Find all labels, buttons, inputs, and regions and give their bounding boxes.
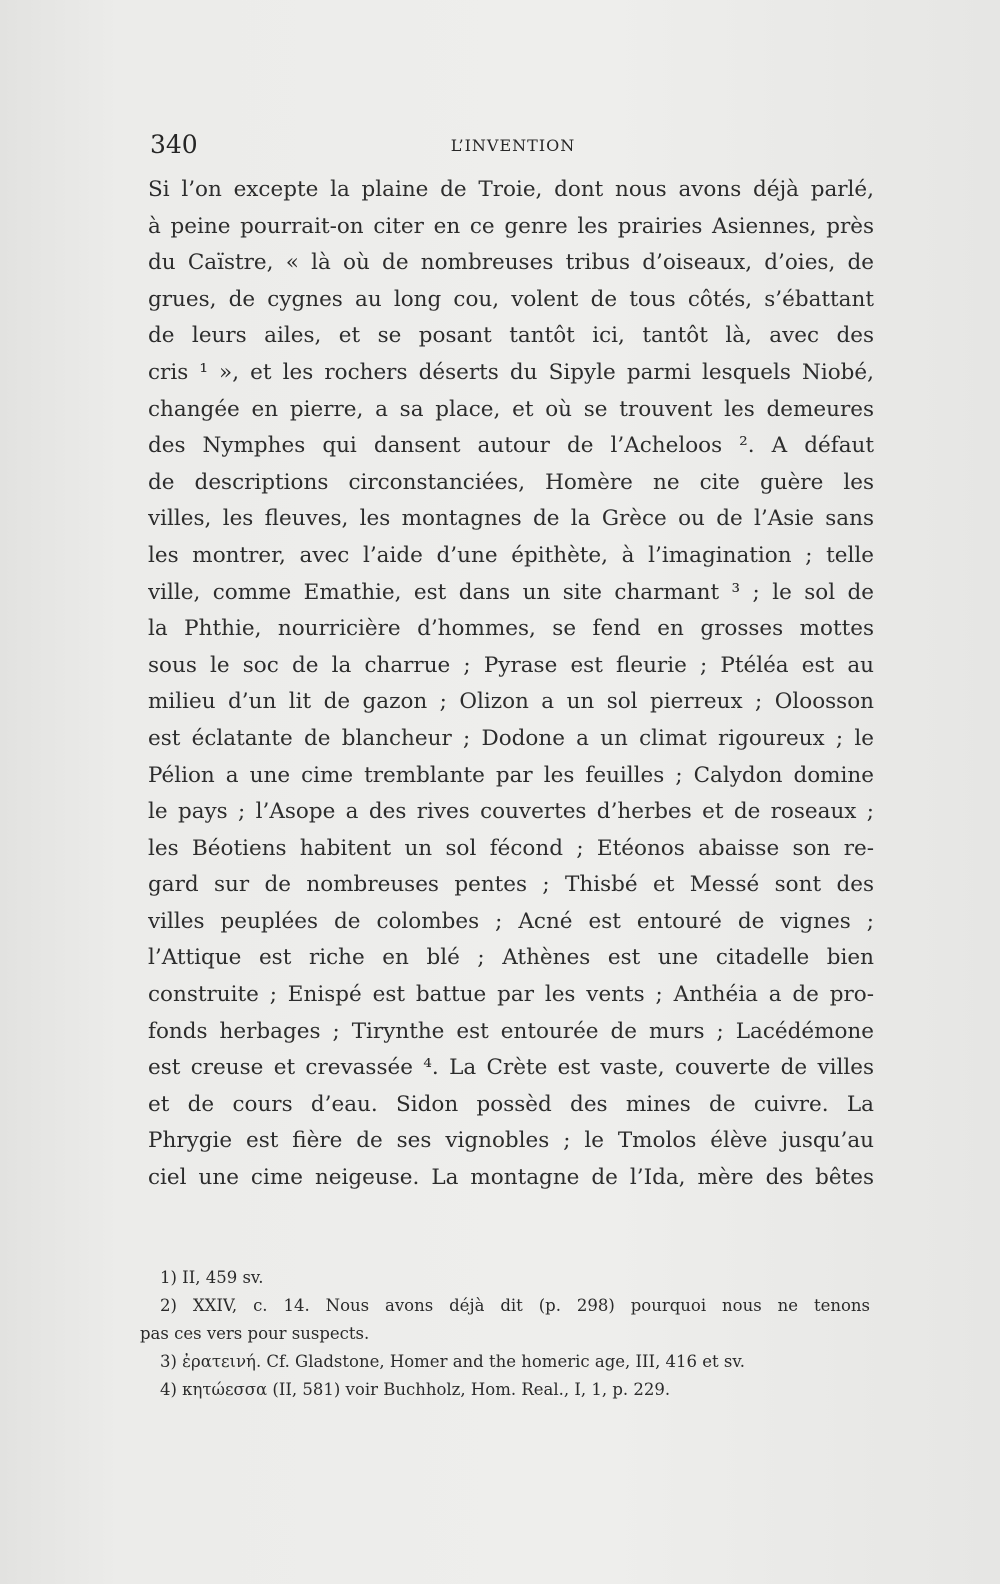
footnotes (140, 1264, 870, 1404)
page-number: 340 (150, 130, 198, 159)
text-line: grues, de cygnes au long cou, volent de tous côtés, s’ébattant (148, 286, 874, 312)
footnote: 2) XXIV, c. 14. Nous avons déjà dit (p. 298) pourquoi nous ne tenons (160, 1296, 870, 1315)
footnote-continuation: pas ces vers pour suspects. (140, 1324, 370, 1343)
text-line: du Caïstre, « là où de nombreuses tribus d’oiseaux, d’oies, de (148, 250, 874, 276)
body-text (148, 172, 874, 1197)
footnote: 3) ἐρατεινή. Cf. Gladstone, Homer and the homeric age, III, 416 et sv. (160, 1352, 746, 1371)
text-line: Phrygie est fière de ses vignobles ; le Tmolos élève jusqu’au (148, 1128, 874, 1154)
text-line: ville, comme Emathie, est dans un site charmant ³ ; le sol de (148, 579, 874, 605)
text-line: construite ; Enispé est battue par les vents ; Anthéia a de pro- (148, 982, 874, 1008)
text-line: ciel une cime neigeuse. La montagne de l’Ida, mère des bêtes (148, 1165, 874, 1191)
text-line: de leurs ailes, et se posant tantôt ici, tantôt là, avec des (148, 323, 874, 349)
text-line: à peine pourrait-on citer en ce genre les prairies Asiennes, près (148, 213, 874, 239)
text-line: et de cours d’eau. Sidon possèd des mines de cuivre. La (148, 1091, 874, 1117)
text-line: les montrer, avec l’aide d’une épithète, à l’imagination ; telle (148, 542, 874, 568)
text-line: changée en pierre, a sa place, et où se trouvent les demeures (148, 396, 874, 422)
text-line: de descriptions circonstanciées, Homère ne cite guère les (148, 469, 874, 495)
text-line: fonds herbages ; Tirynthe est entourée de murs ; Lacédémone (148, 1018, 874, 1044)
text-line: sous le soc de la charrue ; Pyrase est fleurie ; Ptéléa est au (148, 652, 874, 678)
text-line: villes peuplées de colombes ; Acné est entouré de vignes ; (148, 908, 874, 934)
footnote: 4) κητώεσσα (II, 581) voir Buchholz, Hom. Real., I, 1, p. 229. (160, 1380, 671, 1399)
text-line: le pays ; l’Asope a des rives couvertes d’herbes et de roseaux ; (148, 799, 874, 825)
text-line: est creuse et crevassée ⁴. La Crète est vaste, couverte de villes (148, 1055, 874, 1081)
running-head (150, 128, 876, 168)
text-line: les Béotiens habitent un sol fécond ; Etéonos abaisse son re- (148, 835, 874, 861)
footnote: 1) II, 459 sv. (160, 1268, 264, 1287)
text-line: Si l’on excepte la plaine de Troie, dont nous avons déjà parlé, (148, 177, 874, 202)
text-line: cris ¹ », et les rochers déserts du Sipyle parmi lesquels Niobé, (148, 359, 874, 385)
running-title: L’INVENTION (450, 136, 576, 155)
text-line: la Phthie, nourricière d’hommes, se fend en grosses mottes (148, 616, 874, 642)
text-line: villes, les fleuves, les montagnes de la Grèce ou de l’Asie sans (148, 506, 874, 532)
text-line: l’Attique est riche en blé ; Athènes est une citadelle bien (148, 945, 874, 971)
text-line: est éclatante de blancheur ; Dodone a un climat rigoureux ; le (148, 725, 874, 751)
text-line: milieu d’un lit de gazon ; Olizon a un sol pierreux ; Oloosson (148, 689, 874, 715)
text-line: des Nymphes qui dansent autour de l’Acheloos ². A défaut (148, 433, 874, 459)
text-line: gard sur de nombreuses pentes ; Thisbé et Messé sont des (148, 872, 874, 898)
text-line: Pélion a une cime tremblante par les feuilles ; Calydon domine (148, 762, 874, 788)
